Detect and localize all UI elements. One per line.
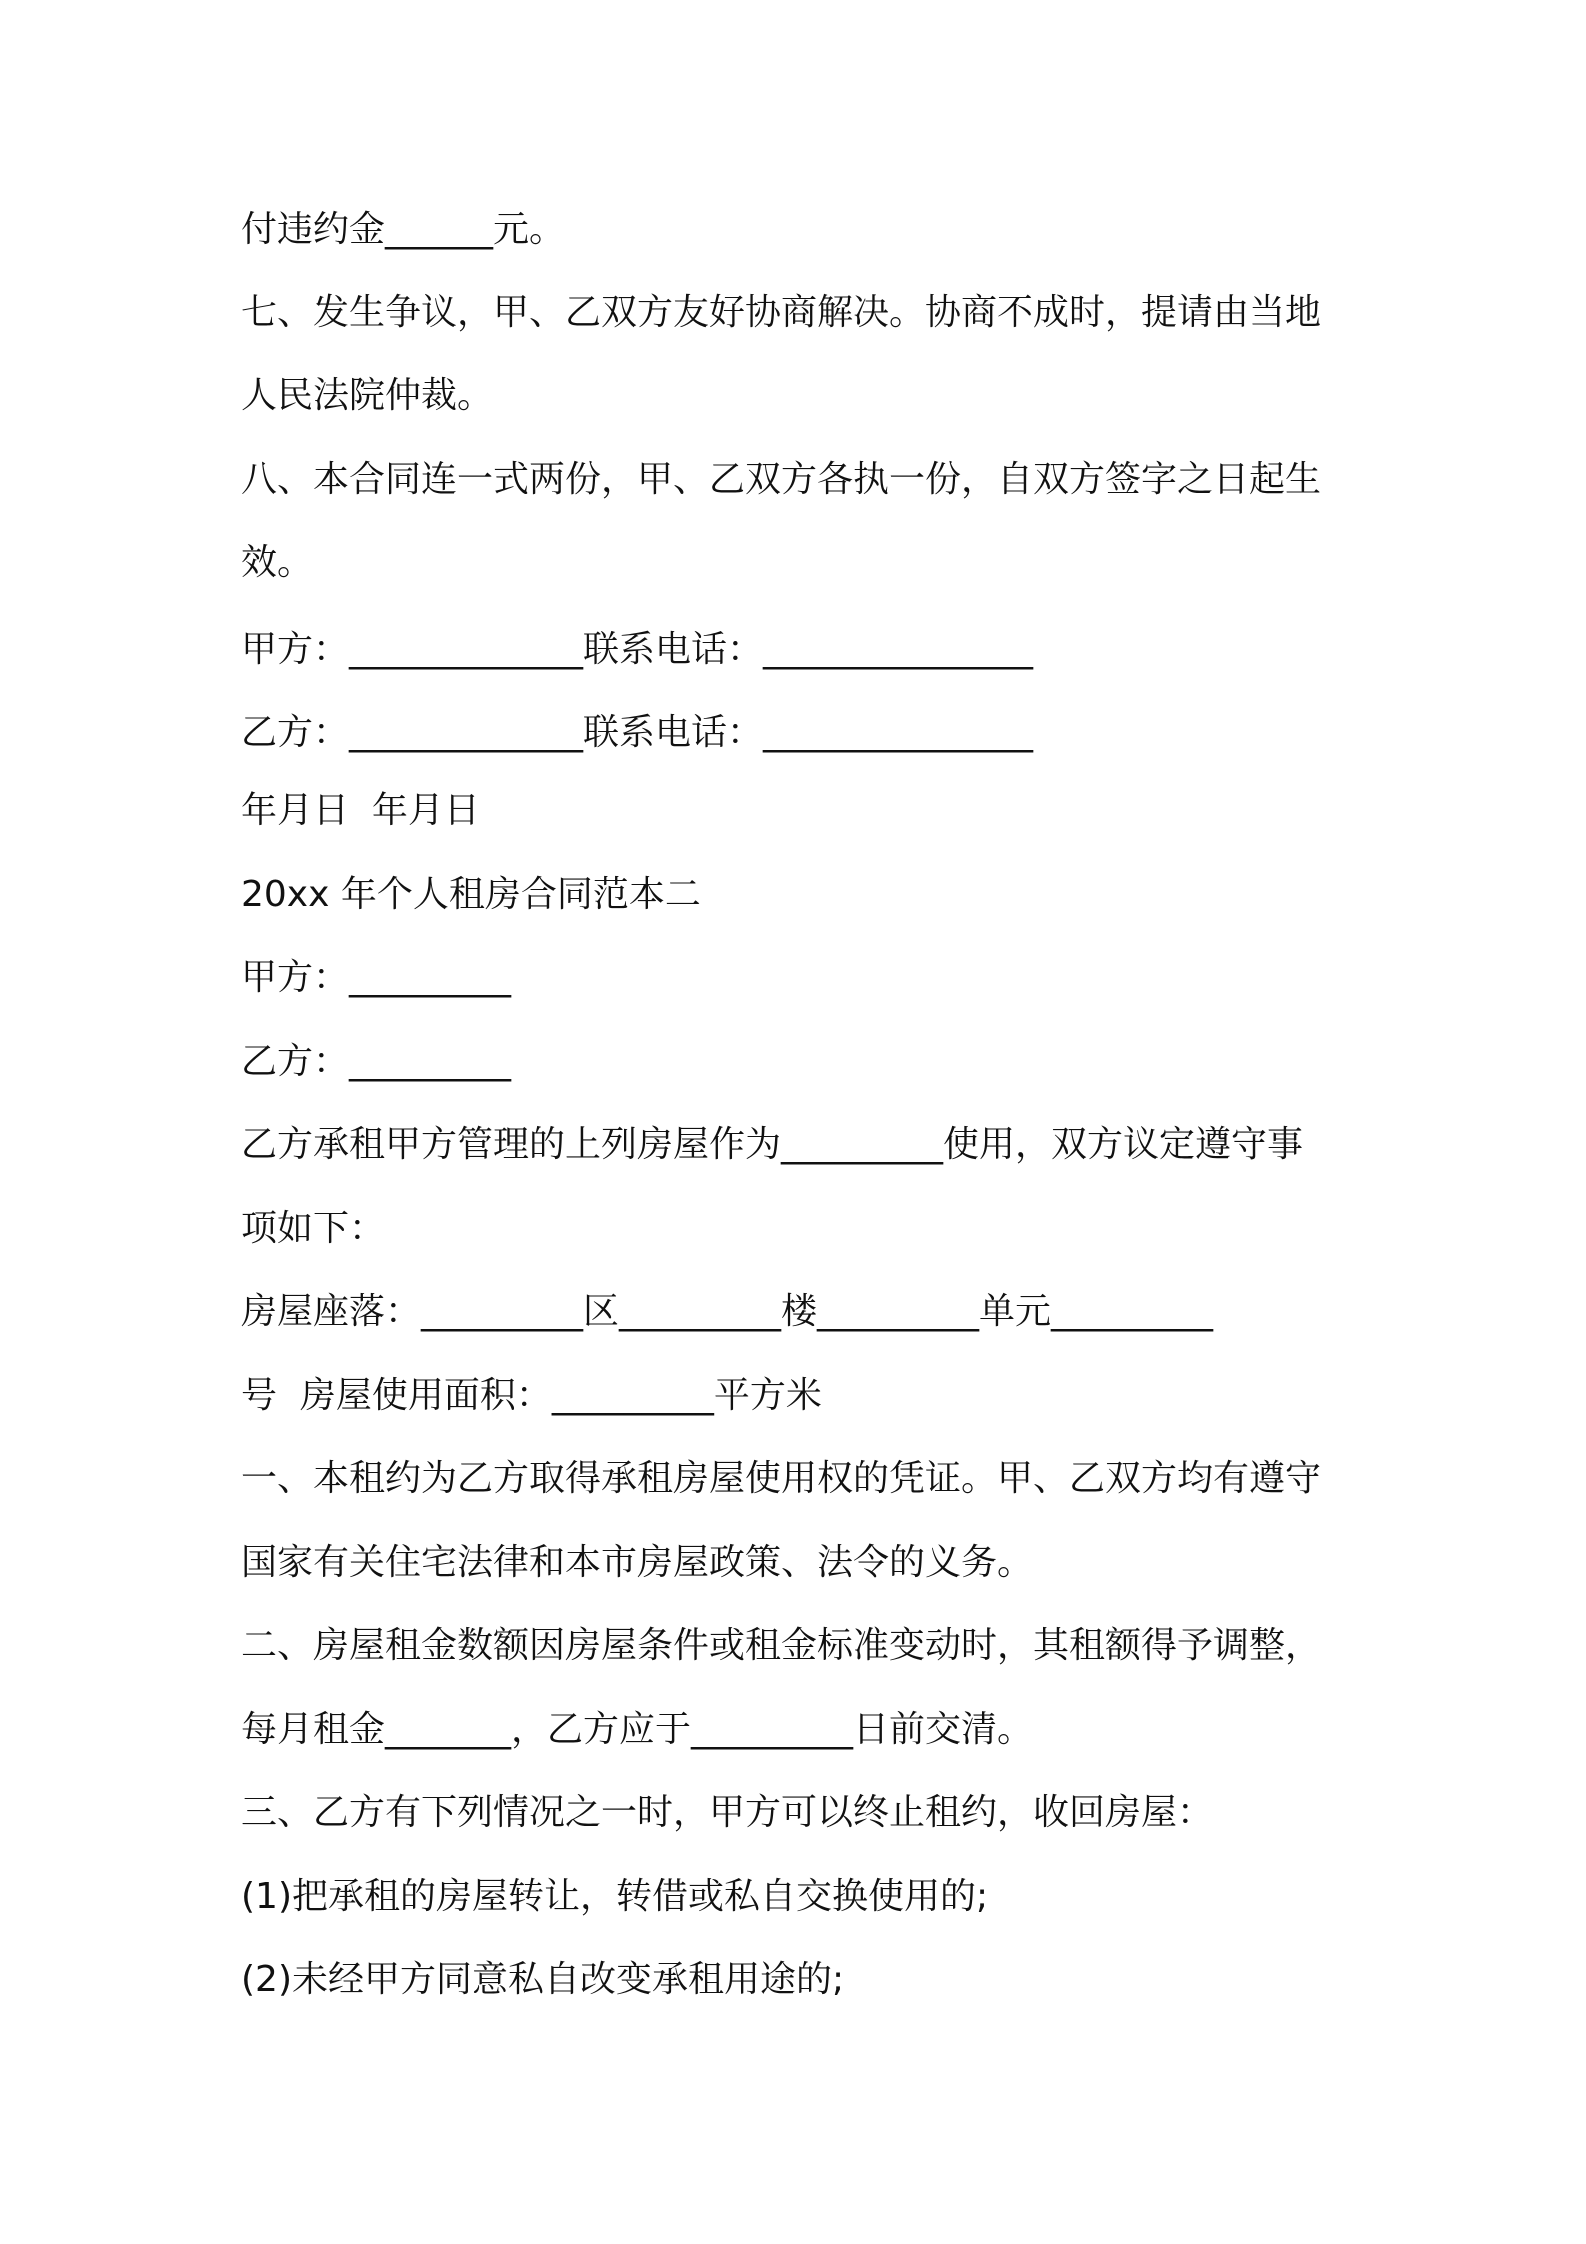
text-line: 房屋座落：_________区_________楼_________单元_________ (241, 1291, 1214, 1332)
text-line: 一、本租约为乙方取得承租房屋使用权的凭证。甲、乙双方均有遵守 (241, 1458, 1322, 1499)
text-line: 八、本合同连一式两份，甲、乙双方各执一份，自双方签字之日起生 (241, 459, 1322, 500)
text-line: (2)未经甲方同意私自改变承租用途的; (241, 1959, 845, 2000)
text-line: 三、乙方有下列情况之一时，甲方可以终止租约，收回房屋： (241, 1792, 1214, 1833)
text-line: (1)把承租的房屋转让，转借或私自交换使用的; (241, 1876, 989, 1917)
text-line: 人民法院仲裁。 (241, 375, 494, 416)
text-line: 乙方：_________ (241, 1041, 512, 1082)
text-line: 二、房屋租金数额因房屋条件或租金标准变动时，其租额得予调整， (241, 1625, 1322, 1666)
text-line: 甲方：_________ (241, 957, 512, 998)
text-line: 每月租金_______，乙方应于_________日前交清。 (241, 1709, 1034, 1750)
text-line: 付违约金______元。 (241, 209, 566, 250)
text-line: 项如下： (241, 1208, 386, 1249)
text-line: 乙方承租甲方管理的上列房屋作为_________使用，双方议定遵守事 (241, 1124, 1304, 1165)
text-line: 效。 (241, 542, 314, 583)
text-line: 年月日 年月日 (241, 790, 480, 831)
text-line: 号 房屋使用面积：_________平方米 (241, 1375, 822, 1416)
text-line: 20xx 年个人租房合同范本二 (241, 874, 701, 915)
text-line: 七、发生争议，甲、乙双方友好协商解决。协商不成时，提请由当地 (241, 292, 1322, 333)
text-line: 国家有关住宅法律和本市房屋政策、法令的义务。 (241, 1542, 1034, 1583)
text-line: 甲方：_____________联系电话：_______________ (241, 629, 1034, 670)
text-line: 乙方：_____________联系电话：_______________ (241, 712, 1034, 753)
